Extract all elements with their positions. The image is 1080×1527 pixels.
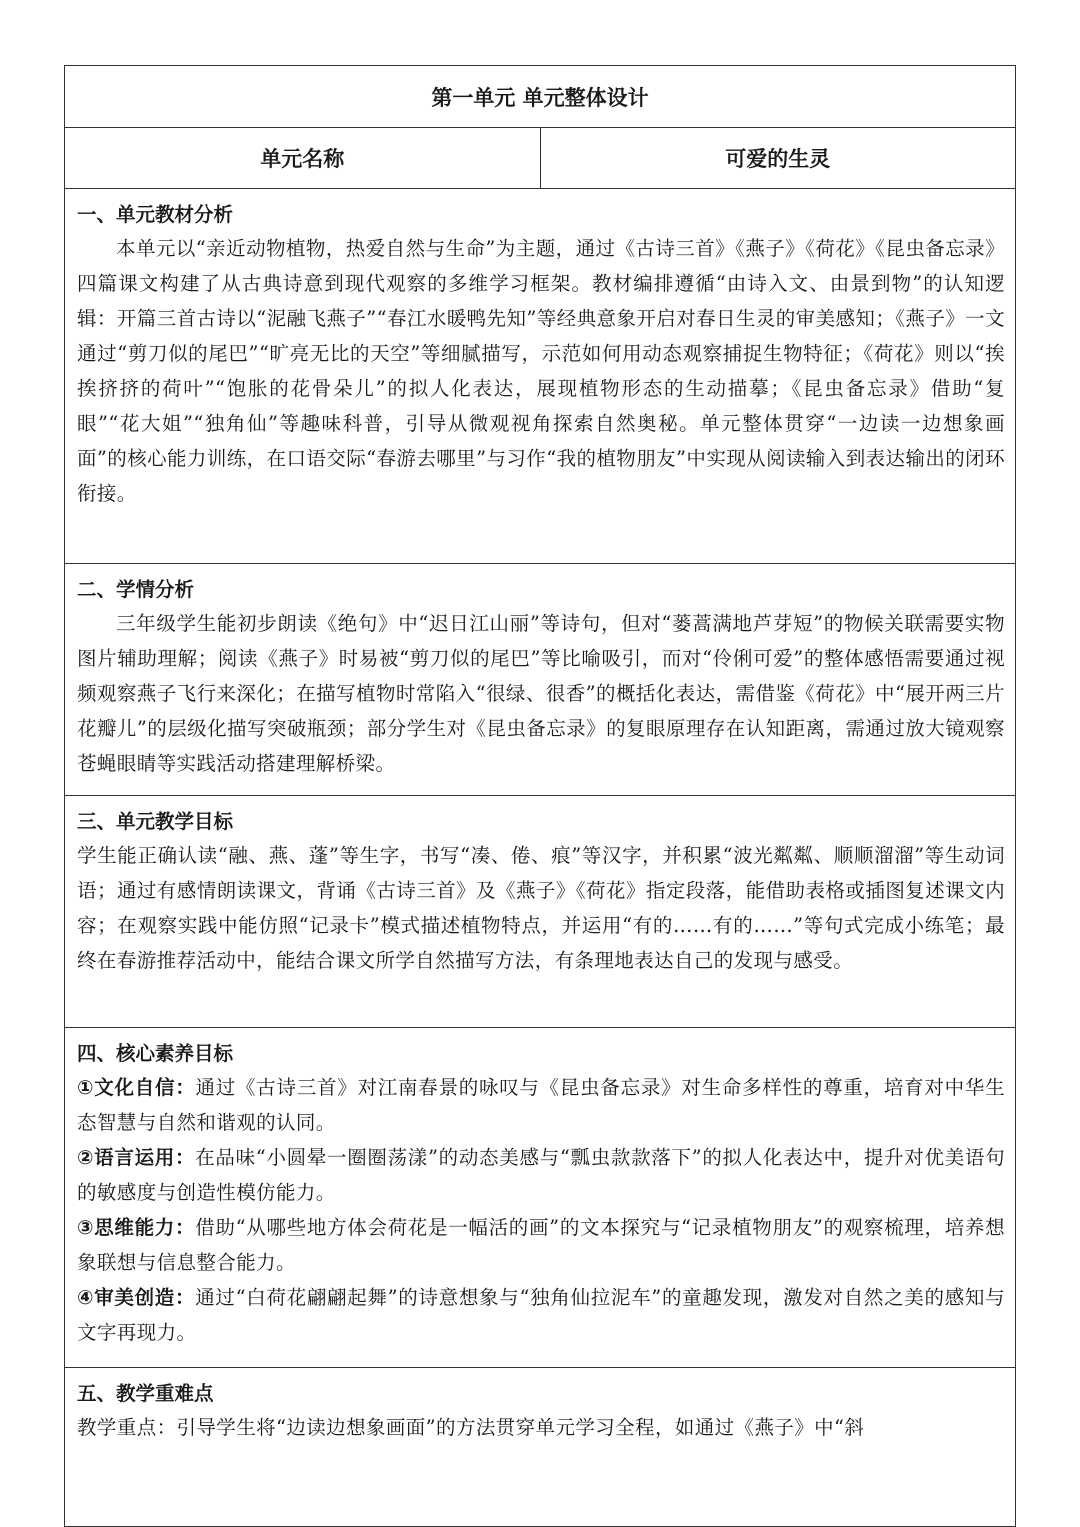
section-heading: 四、核心素养目标	[77, 1042, 234, 1065]
design-table	[64, 65, 1016, 1527]
section-core-literacy-goals	[65, 1028, 1015, 1368]
section-heading: 五、教学重难点	[77, 1382, 214, 1405]
unit-name-label: 单元名称	[65, 128, 541, 188]
goal-text: 借助“从哪些地方体会荷花是一幅活的画”的文本探究与“记录植物朋友”的观察梳理，培养想象联想与信息整合能力。	[77, 1216, 1005, 1274]
section-key-difficulties	[65, 1368, 1015, 1526]
section-learner-analysis	[65, 564, 1015, 796]
section-paragraph: 本单元以“亲近动物植物，热爱自然与生命”为主题，通过《古诗三首》《燕子》《荷花》《昆虫备忘录》四篇课文构建了从古典诗意到现代观察的多维学习框架。教材编排遵循“由诗入文、由景到物”的认知逻辑：开篇三首古诗以“泥融飞燕子”“春江水暖鸭先知”等经典意象开启对春日生灵的审美感知；《燕子》一文通过“剪刀似的尾巴”“旷亮无比的天空”等细腻描写，示范如何用动态观察捕捉生物特征；《荷花》则以“挨挨挤挤的荷叶”“饱胀的花骨朵儿”的拟人化表达，展现植物形态的生动描摹；《昆虫备忘录》借助“复眼”“花大姐”“独角仙”等趣味科普，引导从微观视角探索自然奥秘。单元整体贯穿“一边读一边想象画面”的核心能力训练，在口语交际“春游去哪里”与习作“我的植物朋友”中实现从阅读输入到表达输出的闭环衔接。	[77, 237, 1005, 505]
section-paragraph: 学生能正确认读“融、燕、蓬”等生字，书写“凑、倦、痕”等汉字，并积累“波光粼粼、顺顺溜溜”等生动词语；通过有感情朗读课文，背诵《古诗三首》及《燕子》《荷花》指定段落，能借助表格或插图复述课文内容；在观察实践中能仿照“记录卡”模式描述植物特点，并运用“有的……有的……”等句式完成小练笔；最终在春游推荐活动中，能结合课文所学自然描写方法，有条理地表达自己的发现与感受。	[77, 844, 1005, 972]
goal-label: ③思维能力：	[77, 1216, 196, 1239]
goal-item-aesthetic-creation	[77, 1280, 1005, 1350]
goal-label: ①文化自信：	[77, 1076, 196, 1099]
goal-item-language-use	[77, 1140, 1005, 1210]
unit-name-value: 可爱的生灵	[725, 147, 831, 171]
goal-label: ②语言运用：	[77, 1146, 196, 1169]
goal-text: 通过《古诗三首》对江南春景的咏叹与《昆虫备忘录》对生命多样性的尊重，培育对中华生态智慧与自然和谐观的认同。	[77, 1076, 1005, 1134]
section-paragraph: 教学重点：引导学生将“边读边想象画面”的方法贯穿单元学习全程，如通过《燕子》中“斜	[77, 1416, 865, 1439]
goal-item-thinking-ability	[77, 1210, 1005, 1280]
section-teaching-goals	[65, 796, 1015, 1028]
section-heading: 一、单元教材分析	[77, 203, 234, 226]
section-heading: 二、学情分析	[77, 578, 195, 601]
goal-text: 在品味“小圆晕一圈圈荡漾”的动态美感与“瓢虫款款落下”的拟人化表达中，提升对优美语句的敏感度与创造性模仿能力。	[77, 1146, 1005, 1204]
section-material-analysis	[65, 189, 1015, 564]
unit-name-row	[65, 128, 1015, 189]
section-heading: 三、单元教学目标	[77, 810, 234, 833]
goal-label: ④审美创造：	[77, 1286, 196, 1309]
goal-text: 通过“白荷花翩翩起舞”的诗意想象与“独角仙拉泥车”的童趣发现，激发对自然之美的感知与文字再现力。	[77, 1286, 1005, 1344]
table-title: 第一单元 单元整体设计	[65, 66, 1015, 128]
section-paragraph: 三年级学生能初步朗读《绝句》中“迟日江山丽”等诗句，但对“蒌蒿满地芦芽短”的物候关联需要实物图片辅助理解；阅读《燕子》时易被“剪刀似的尾巴”等比喻吸引，而对“伶俐可爱”的整体感悟需要通过视频观察燕子飞行来深化；在描写植物时常陷入“很绿、很香”的概括化表达，需借鉴《荷花》中“展开两三片花瓣儿”的层级化描写突破瓶颈；部分学生对《昆虫备忘录》的复眼原理存在认知距离，需通过放大镜观察苍蝇眼睛等实践活动搭建理解桥梁。	[77, 612, 1005, 775]
goal-item-cultural-confidence	[77, 1070, 1005, 1140]
